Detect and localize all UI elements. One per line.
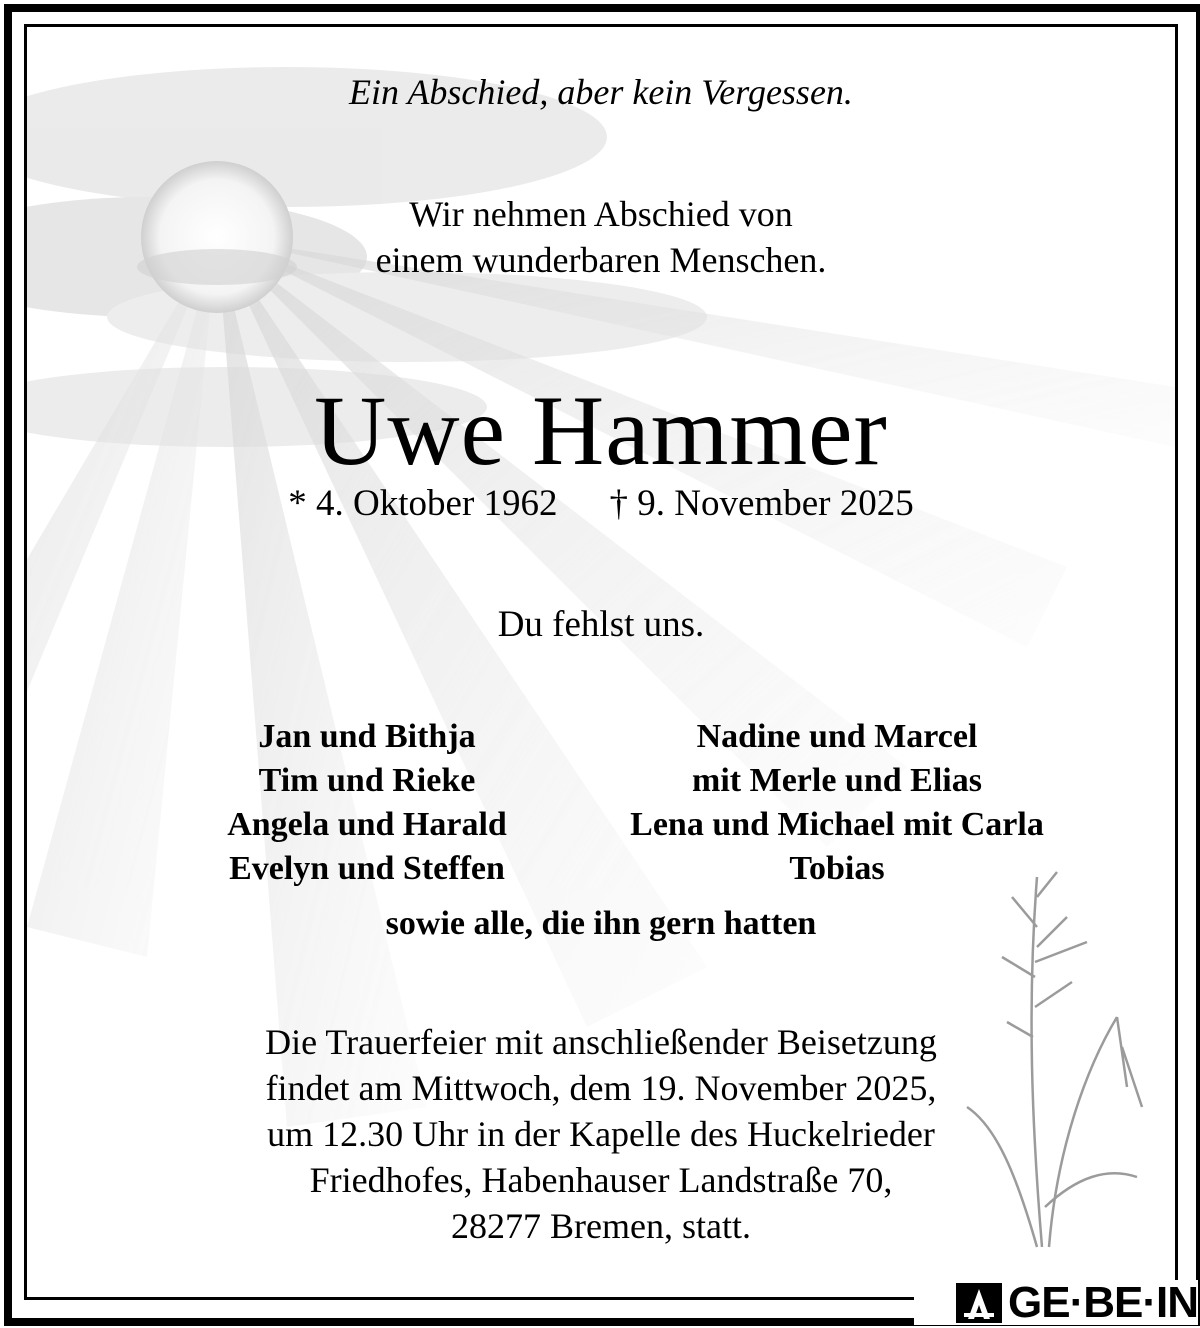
birth-date: * 4. Oktober 1962: [288, 483, 558, 524]
ceremony-line: Die Trauerfeier mit anschließender Beisetzung: [265, 1022, 937, 1062]
mourner-entry: Evelyn und Steffen: [229, 850, 505, 887]
mourner-entry: Jan und Bithja: [258, 718, 476, 755]
death-date: † 9. November 2025: [609, 483, 914, 524]
missing-line: Du fehlst uns.: [497, 604, 705, 645]
mourner-entry: Tobias: [789, 850, 885, 887]
mourner-entry: Nadine und Marcel: [696, 718, 978, 755]
gebein-logo: [914, 1277, 1198, 1327]
all-others-line: sowie alle, die ihn gern hatten: [385, 905, 817, 942]
intro-line: einem wunderbaren Menschen.: [375, 240, 827, 280]
ceremony-line: 28277 Bremen, statt.: [451, 1206, 751, 1246]
obituary-text: [27, 27, 1175, 1297]
ceremony-line: findet am Mittwoch, dem 19. November 2025,: [265, 1068, 937, 1108]
ceremony-info: [27, 1019, 1175, 1249]
mourner-entry: Angela und Harald: [227, 806, 507, 843]
logo-mark-icon: [956, 1283, 1002, 1323]
obituary-card: [24, 24, 1178, 1300]
life-dates: [27, 482, 1175, 525]
intro-line: Wir nehmen Abschied von: [409, 194, 793, 234]
mourners-left: [187, 715, 547, 891]
ceremony-line: um 12.30 Uhr in der Kapelle des Huckelrieder: [267, 1114, 935, 1154]
deceased-name: Uwe Hammer: [314, 375, 888, 486]
mourner-entry: Tim und Rieke: [258, 762, 476, 799]
ceremony-line: Friedhofes, Habenhauser Landstraße 70,: [309, 1160, 893, 1200]
intro-text: [27, 191, 1175, 283]
mourner-entry: mit Merle und Elias: [692, 762, 982, 799]
logo-text: GE·BE·IN: [1008, 1277, 1198, 1327]
mourner-entry: Lena und Michael mit Carla: [630, 806, 1044, 843]
mourners-right: [587, 715, 1087, 891]
motto: Ein Abschied, aber kein Vergessen.: [349, 72, 853, 112]
